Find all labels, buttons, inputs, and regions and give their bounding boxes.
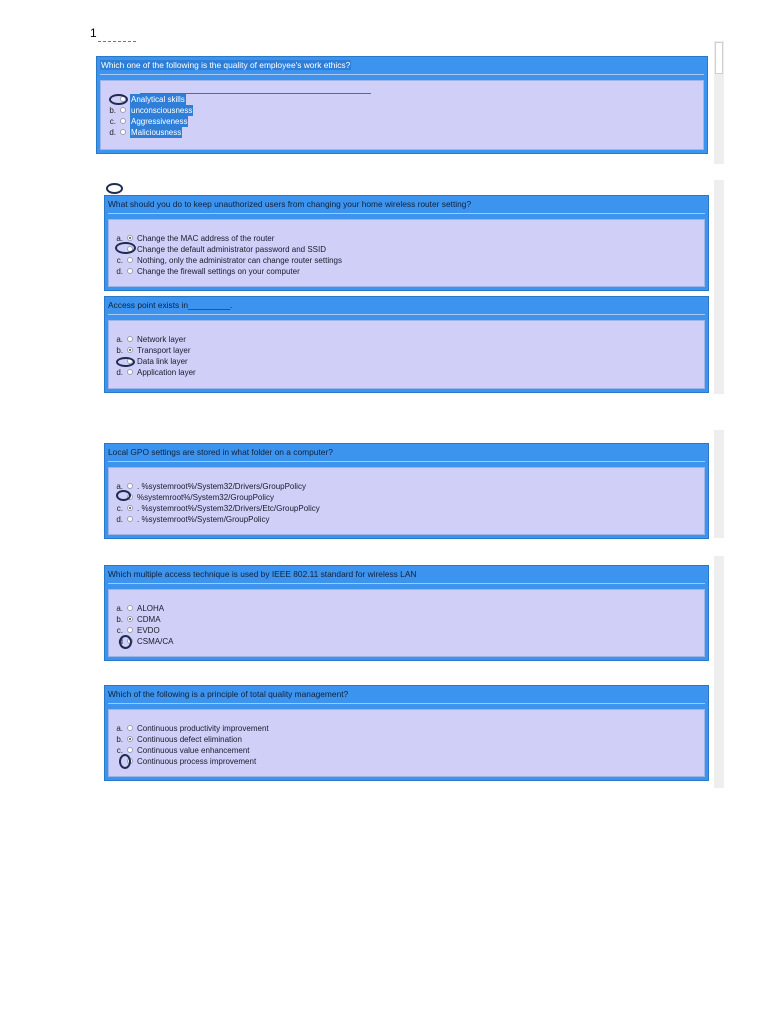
answer-panel xyxy=(100,80,704,150)
option-letter: d. xyxy=(109,128,116,137)
option-letter: c. xyxy=(116,626,123,635)
radio-button[interactable] xyxy=(127,505,133,511)
question-card xyxy=(104,565,709,661)
title-divider xyxy=(108,583,705,584)
question-card xyxy=(104,195,709,291)
option-label: . %systemroot%/System/GroupPolicy xyxy=(137,515,270,524)
page-number-underline xyxy=(98,41,136,42)
scrollbar-thumb[interactable] xyxy=(715,42,723,74)
answer-panel xyxy=(108,219,705,287)
question-title: Which one of the following is the quality of employee's work ethics? xyxy=(101,60,351,70)
option-label: Continuous defect elimination xyxy=(137,735,242,744)
option-letter: a. xyxy=(116,724,123,733)
option-letter: b. xyxy=(116,735,123,744)
scrollbar-track[interactable] xyxy=(714,430,724,538)
radio-button[interactable] xyxy=(127,736,133,742)
answer-panel xyxy=(108,589,705,657)
option-label: %systemroot%/System32/GroupPolicy xyxy=(137,493,274,502)
option-letter: b. xyxy=(109,106,116,115)
option-label: Change the MAC address of the router xyxy=(137,234,275,243)
option-letter: a. xyxy=(116,604,123,613)
title-divider xyxy=(100,74,704,75)
question-title: What should you do to keep unauthorized users from changing your home wireless router setting? xyxy=(108,199,472,209)
pen-circle-mark xyxy=(109,94,128,105)
radio-button[interactable] xyxy=(127,257,133,263)
option-label: Transport layer xyxy=(137,346,191,355)
title-divider xyxy=(108,213,705,214)
radio-button[interactable] xyxy=(127,336,133,342)
question-title: Access point exists in_________. xyxy=(108,300,233,310)
option-label: Network layer xyxy=(137,335,186,344)
option-label: unconsciousness xyxy=(131,106,193,115)
option-letter: a. xyxy=(116,482,123,491)
radio-button[interactable] xyxy=(127,605,133,611)
radio-button[interactable] xyxy=(127,235,133,241)
question-title: Which of the following is a principle of total quality management? xyxy=(108,689,349,699)
option-letter: c. xyxy=(116,746,123,755)
question-card xyxy=(104,443,709,539)
option-label: Maliciousness xyxy=(131,128,182,137)
option-label: . %systemroot%/System32/Drivers/Etc/GroupPolicy xyxy=(137,504,320,513)
option-label: Data link layer xyxy=(137,357,188,366)
option-letter: b. xyxy=(116,615,123,624)
option-label: Change the firewall settings on your computer xyxy=(137,267,300,276)
option-letter: a. xyxy=(116,335,123,344)
title-divider xyxy=(108,703,705,704)
option-label: EVDO xyxy=(137,626,160,635)
pen-circle-mark xyxy=(119,635,132,649)
radio-button[interactable] xyxy=(127,627,133,633)
option-letter: c. xyxy=(116,504,123,513)
answer-panel xyxy=(108,320,705,389)
pen-circle-mark xyxy=(116,490,131,501)
radio-button[interactable] xyxy=(127,369,133,375)
option-letter: c. xyxy=(109,117,116,126)
radio-button[interactable] xyxy=(120,129,126,135)
radio-button[interactable] xyxy=(120,107,126,113)
scrollbar-track[interactable] xyxy=(714,556,724,788)
option-letter: d. xyxy=(116,515,123,524)
title-divider xyxy=(108,314,705,315)
option-label: Application layer xyxy=(137,368,196,377)
option-label: CSMA/CA xyxy=(137,637,174,646)
page-number: 1 xyxy=(90,26,97,40)
pen-circle-mark xyxy=(115,242,136,254)
question-title: Which multiple access technique is used by IEEE 802.11 standard for wireless LAN xyxy=(108,569,417,579)
option-letter: d. xyxy=(116,267,123,276)
scrollbar-track[interactable] xyxy=(714,41,724,164)
option-letter: d xyxy=(118,637,123,646)
pen-circle-mark xyxy=(119,754,131,769)
radio-button[interactable] xyxy=(127,483,133,489)
radio-button[interactable] xyxy=(120,118,126,124)
question-card xyxy=(104,685,709,781)
pen-circle-mark xyxy=(106,183,123,194)
radio-button[interactable] xyxy=(127,747,133,753)
option-label: CDMA xyxy=(137,615,161,624)
option-label: Change the default administrator password and SSID xyxy=(137,245,326,254)
option-letter: c. xyxy=(116,256,123,265)
radio-button[interactable] xyxy=(127,616,133,622)
radio-button[interactable] xyxy=(127,725,133,731)
option-label: Continuous productivity improvement xyxy=(137,724,269,733)
question-card xyxy=(104,296,709,393)
option-letter: d. xyxy=(116,368,123,377)
radio-button[interactable] xyxy=(127,347,133,353)
option-label: ALOHA xyxy=(137,604,165,613)
option-label: Nothing, only the administrator can change router settings xyxy=(137,256,343,265)
answer-panel xyxy=(108,467,705,535)
question-card xyxy=(96,56,708,154)
question-title: Local GPO settings are stored in what folder on a computer? xyxy=(108,447,333,457)
option-letter: b. xyxy=(116,346,123,355)
radio-button[interactable] xyxy=(127,268,133,274)
title-divider xyxy=(108,461,705,462)
answer-panel xyxy=(108,709,705,777)
red-underline-mark xyxy=(140,93,371,94)
pen-circle-mark xyxy=(116,357,135,367)
option-label: Continuous value enhancement xyxy=(137,746,250,755)
radio-button[interactable] xyxy=(127,516,133,522)
option-letter: a. xyxy=(116,234,123,243)
option-label: Aggressiveness xyxy=(131,117,188,126)
option-label: Analytical skills xyxy=(131,95,185,104)
option-label: . %systemroot%/System32/Drivers/GroupPolicy xyxy=(137,482,306,491)
scrollbar-track[interactable] xyxy=(714,180,724,394)
option-label: Continuous process improvement xyxy=(137,757,257,766)
